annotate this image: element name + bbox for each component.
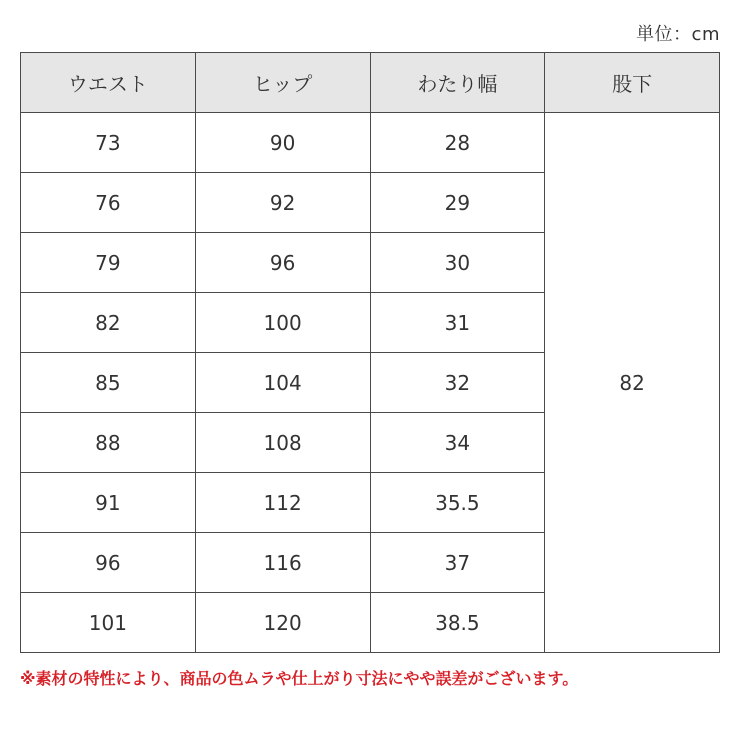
cell-waist: 101 (21, 593, 196, 653)
table-row (21, 113, 720, 173)
cell-hip: 120 (195, 593, 370, 653)
cell-waist: 82 (21, 293, 196, 353)
header-thigh-width: わたり幅 (370, 53, 545, 113)
cell-waist: 73 (21, 113, 196, 173)
cell-hip: 100 (195, 293, 370, 353)
cell-thigh-width: 31 (370, 293, 545, 353)
cell-waist: 76 (21, 173, 196, 233)
cell-thigh-width: 38.5 (370, 593, 545, 653)
cell-thigh-width: 30 (370, 233, 545, 293)
cell-thigh-width: 35.5 (370, 473, 545, 533)
cell-hip: 104 (195, 353, 370, 413)
cell-hip: 116 (195, 533, 370, 593)
cell-hip: 112 (195, 473, 370, 533)
table-header-row (21, 53, 720, 113)
size-table (20, 52, 720, 653)
cell-waist: 85 (21, 353, 196, 413)
header-waist: ウエスト (21, 53, 196, 113)
cell-thigh-width: 37 (370, 533, 545, 593)
cell-thigh-width: 29 (370, 173, 545, 233)
cell-waist: 79 (21, 233, 196, 293)
cell-thigh-width: 28 (370, 113, 545, 173)
disclaimer-note: ※素材の特性により、商品の色ムラや仕上がり寸法にやや誤差がございます。 (20, 669, 579, 688)
cell-hip: 108 (195, 413, 370, 473)
cell-hip: 96 (195, 233, 370, 293)
cell-waist: 96 (21, 533, 196, 593)
cell-waist: 88 (21, 413, 196, 473)
cell-waist: 91 (21, 473, 196, 533)
cell-thigh-width: 34 (370, 413, 545, 473)
cell-hip: 90 (195, 113, 370, 173)
cell-inseam: 82 (545, 113, 720, 653)
header-inseam: 股下 (545, 53, 720, 113)
header-hip: ヒップ (195, 53, 370, 113)
cell-thigh-width: 32 (370, 353, 545, 413)
unit-label: 単位：cm (636, 24, 720, 45)
cell-hip: 92 (195, 173, 370, 233)
